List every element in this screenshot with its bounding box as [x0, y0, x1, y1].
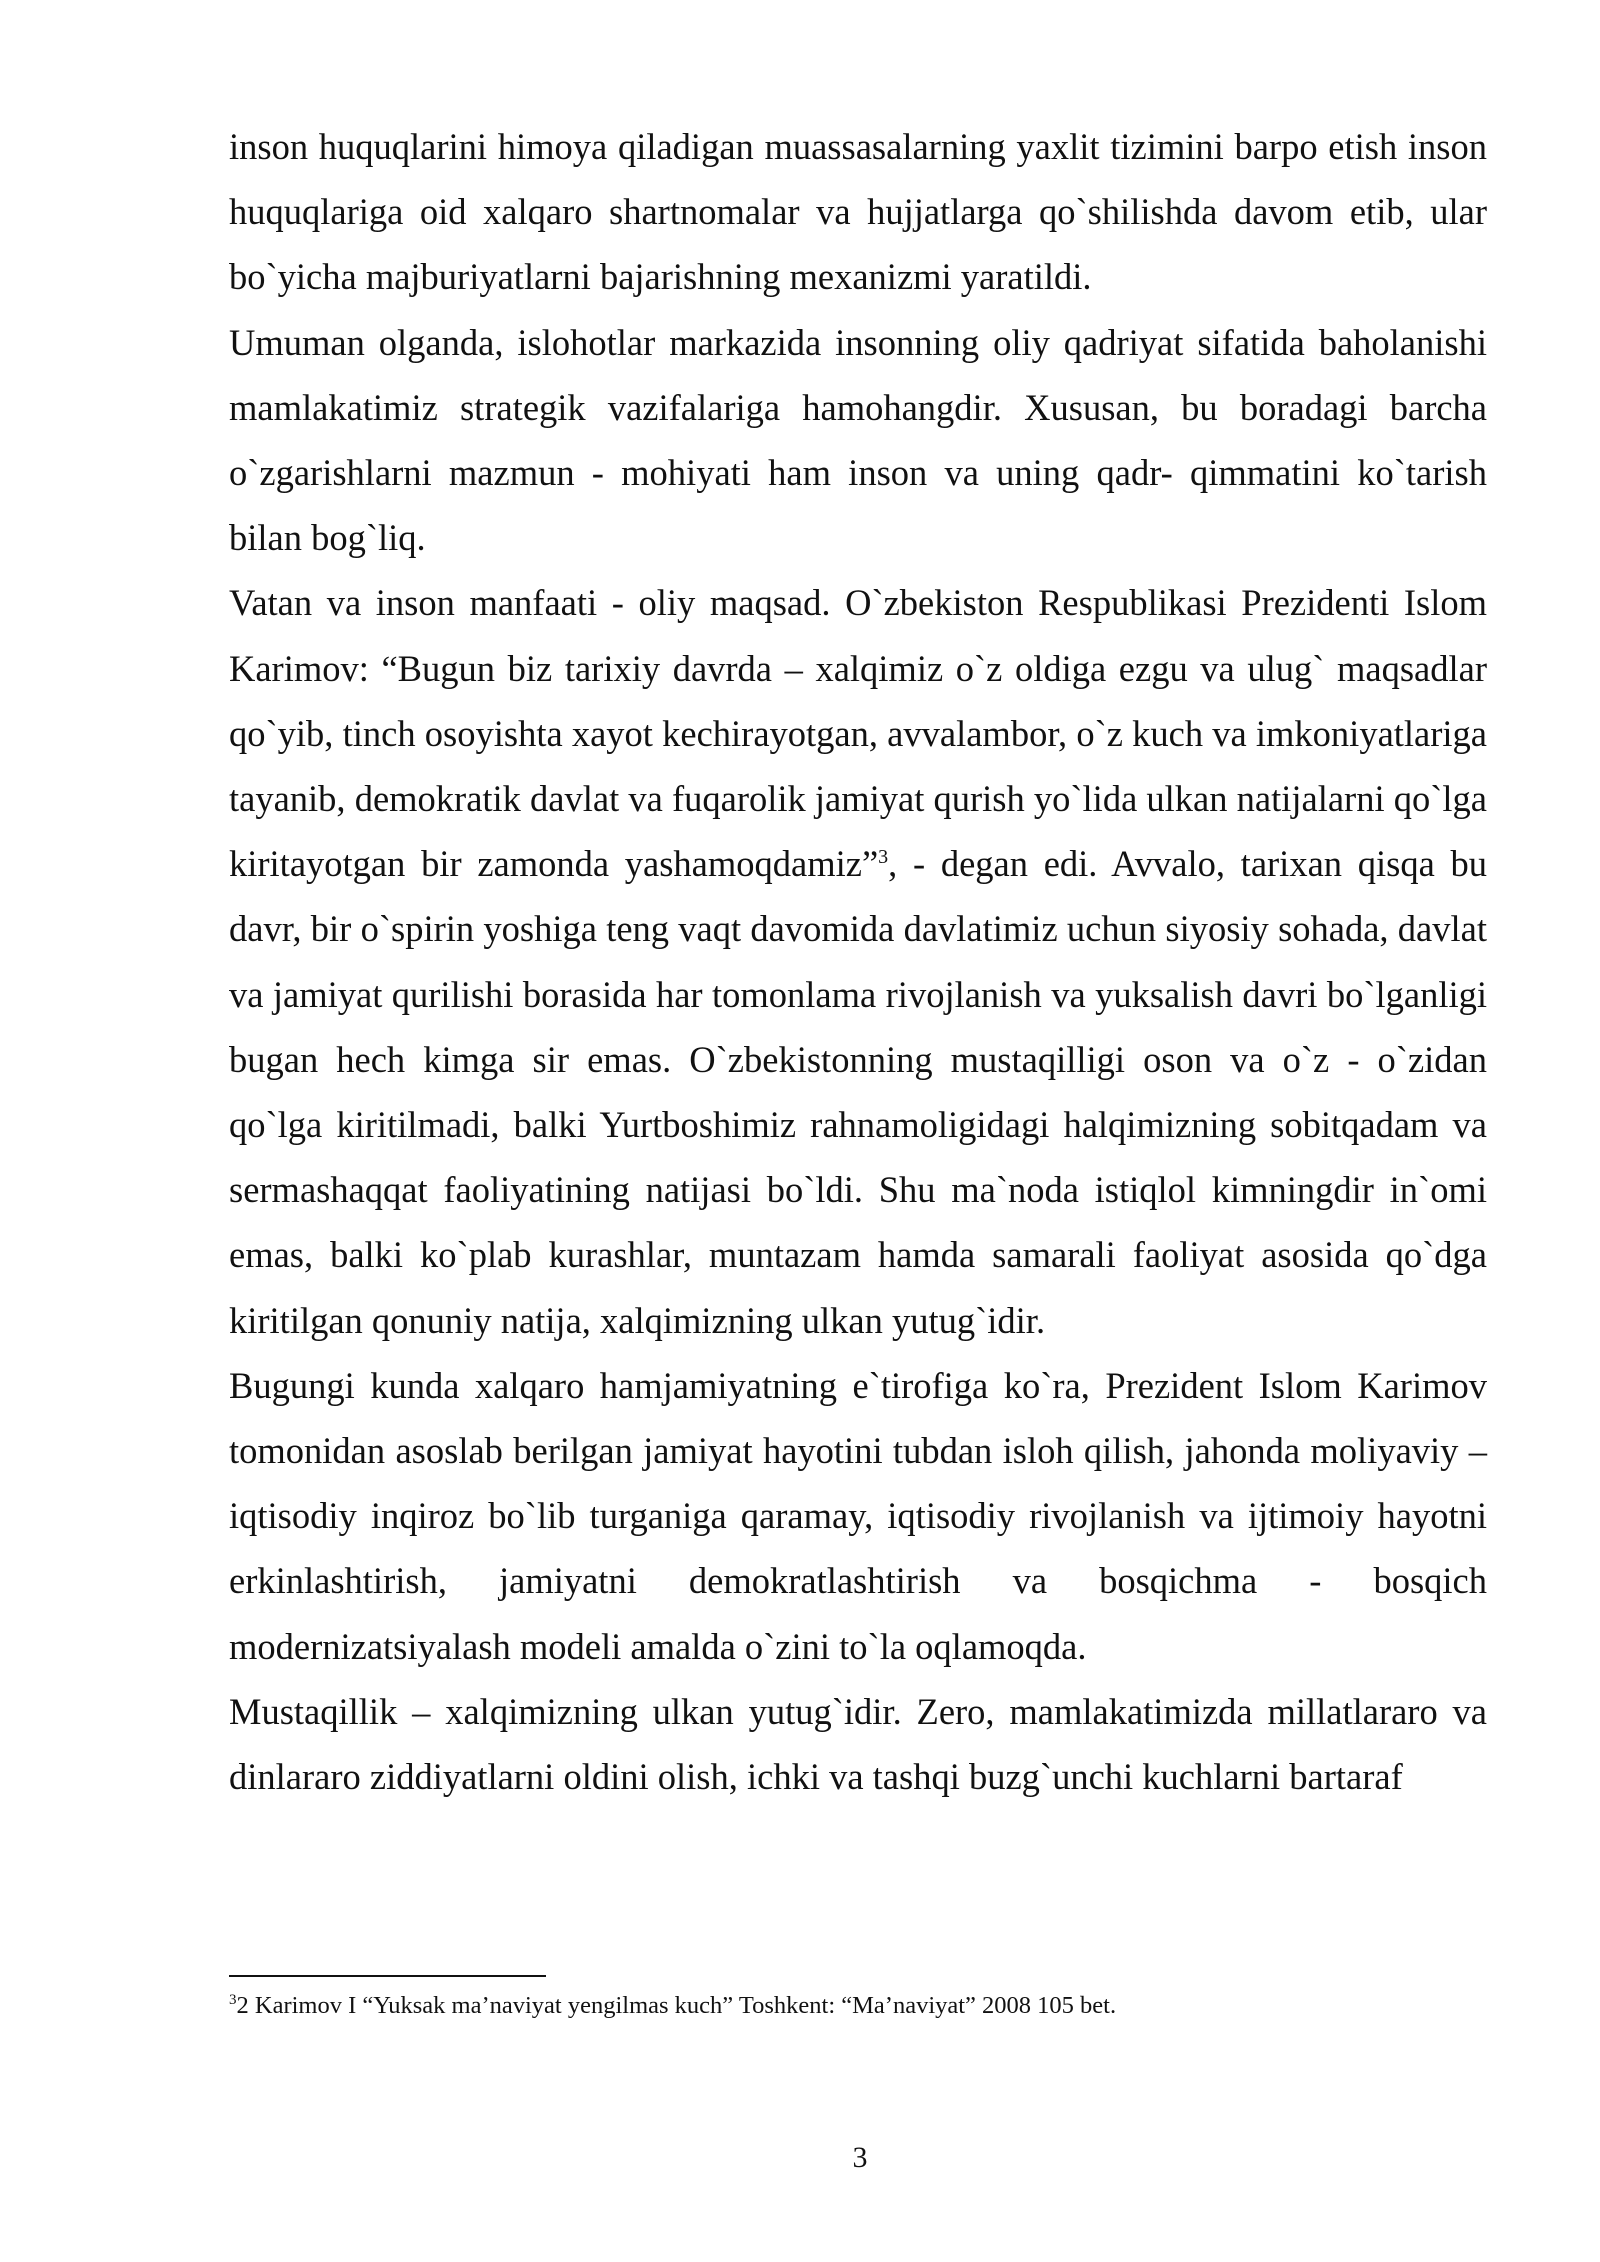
- body-text: [229, 114, 1487, 1809]
- paragraph-3-text-after-ref: , - degan edi. Avvalo, tarixan qisqa bu davr, bir o`spirin yoshiga teng vaqt davomida davlatimiz uchun siyosiy sohada, davlat va jamiyat qurilishi borasida har tomonlama rivojlanish va yuksalish davri bo`lganligi bugan hech kimga sir emas. O`zbekistonning mustaqilligi oson va o`z - o`zidan qo`lga kiritilmadi, balki Yurtboshimiz rahnamoligidagi halqimizning sobitqadam va sermashaqqat faoliyatining natijasi bo`ldi. Shu ma`noda istiqlol kimningdir in`omi emas, balki ko`plab kurashlar, muntazam hamda samarali faoliyat asosida qo`dga kiritilgan qonuniy natija, xalqimizning ulkan yutug`idir.: [229, 843, 1487, 1341]
- paragraph-3-text-before-ref: Vatan va inson manfaati - oliy maqsad. O`zbekiston Respublikasi Prezidenti Islom Karimov: “Bugun biz tarixiy davrda – xalqimiz o`z oldiga ezgu va ulug` maqsadlar qo`yib, tinch osoyishta xayot kechirayotgan, avvalambor, o`z kuch va imkoniyatlariga tayanib, demokratik davlat va fuqarolik jamiyat qurish yo`lida ulkan natijalarni qo`lga kiritayotgan bir zamonda yashamoqdamiz”: [229, 582, 1487, 885]
- paragraph-1: inson huquqlarini himoya qiladigan muassasalarning yaxlit tizimini barpo etish inson huquqlariga oid xalqaro shartnomalar va hujjatlarga qo`shilishda davom etib, ular bo`yicha majburiyatlarni bajarishning mexanizmi yaratildi.: [229, 126, 1487, 298]
- footnote: [229, 1989, 1487, 2023]
- paragraph-2: Umuman olganda, islohotlar markazida insonning oliy qadriyat sifatida baholanishi mamlakatimiz strategik vazifalariga hamohangdir. Xususan, bu boradagi barcha o`zgarishlarni mazmun - mohiyati ham inson va uning qadr- qimmatini ko`tarish bilan bog`liq.: [229, 321, 1487, 559]
- paragraph-5: Mustaqillik – xalqimizning ulkan yutug`idir. Zero, mamlakatimizda millatlararo va dinlararo ziddiyatlarni oldini olish, ichki va tashqi buzg`unchi kuchlarni bartaraf: [229, 1690, 1487, 1798]
- footnote-marker: 3: [229, 1991, 237, 2008]
- footnote-separator: [229, 1975, 546, 1977]
- footnote-reference: 3: [878, 846, 889, 869]
- page-number: 3: [852, 2141, 868, 2174]
- paragraph-4: Bugungi kunda xalqaro hamjamiyatning e`tirofiga ko`ra, Prezident Islom Karimov tomonidan asoslab berilgan jamiyat hayotini tubdan isloh qilish, jahonda moliyaviy – iqtisodiy inqiroz bo`lib turganiga qaramay, iqtisodiy rivojlanish va ijtimoiy hayotni erkinlashtirish, jamiyatni demokratlashtirish va bosqichma - bosqich modernizatsiyalash modeli amalda o`zini to`la oqlamoqda.: [229, 1364, 1487, 1667]
- paragraph-3: [229, 570, 1487, 1352]
- footnote-text: 2 Karimov I “Yuksak ma’naviyat yengilmas kuch” Toshkent: “Ma’naviyat” 2008 105 bet.: [236, 1992, 1117, 2019]
